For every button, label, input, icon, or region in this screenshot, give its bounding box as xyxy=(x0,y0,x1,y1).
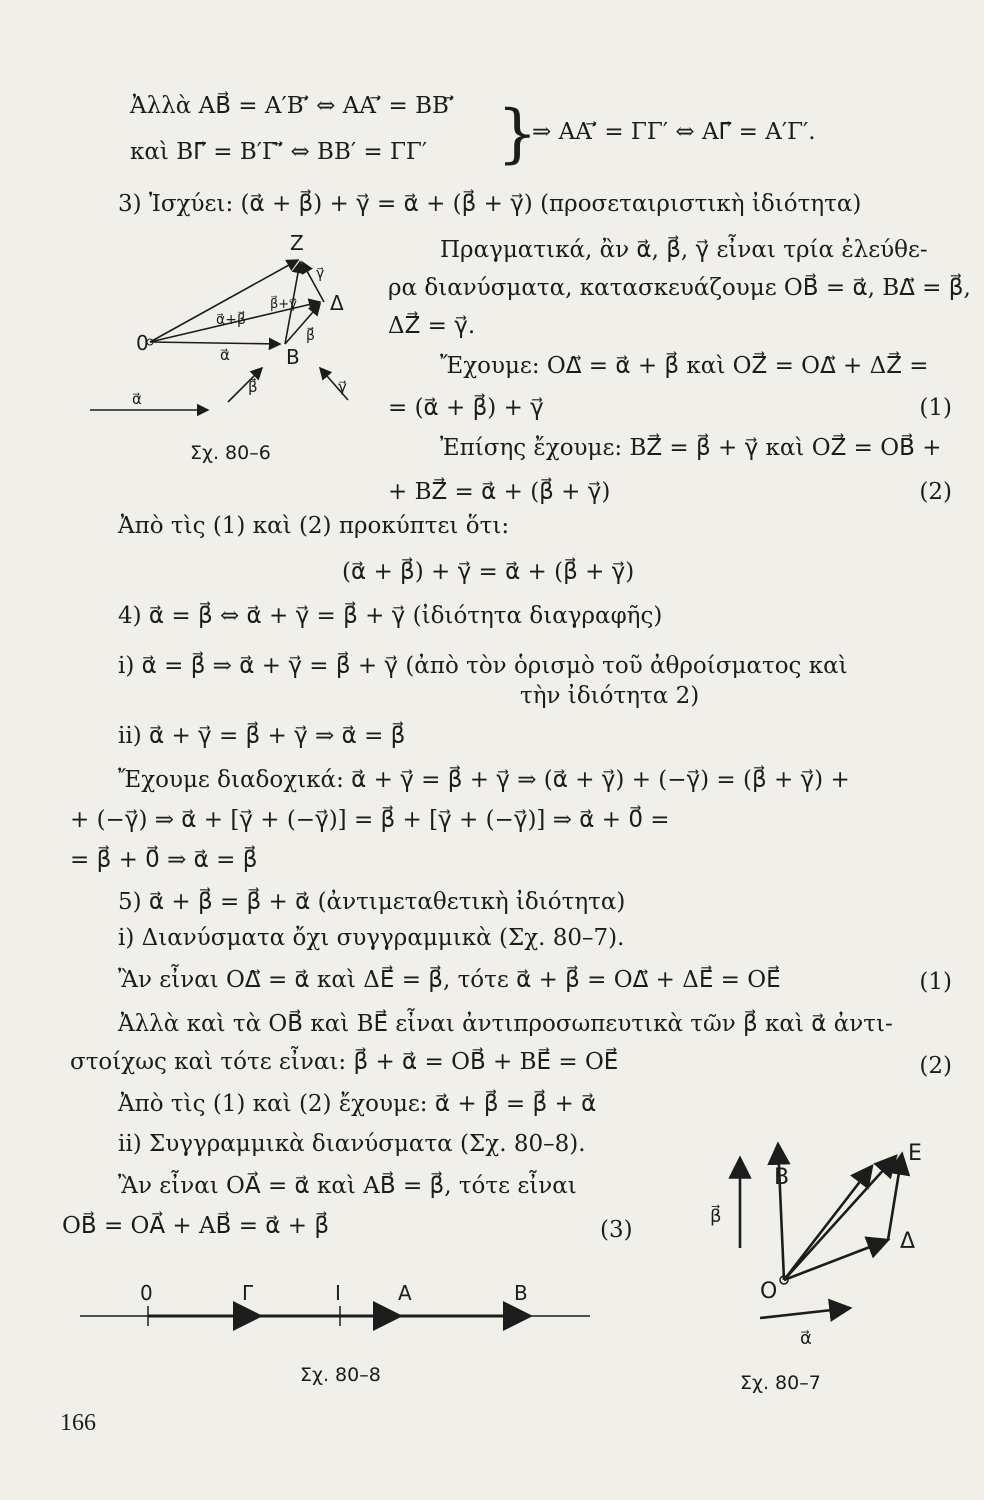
label-I: I xyxy=(335,1281,341,1305)
line-4: Πραγματικά, ἂν α⃗, β⃗, γ⃗ εἶναι τρία ἐλεύθε- xyxy=(440,237,928,263)
caption-80-7: Σχ. 80–7 xyxy=(740,1372,821,1394)
line-2: καὶ BΓ⃗ = B′Γ′⃗ ⇔ BB′ = ΓΓ′ xyxy=(130,139,428,165)
label-ab: α⃗+β⃗ xyxy=(216,312,246,328)
line-16: ii) α⃗ + γ⃗ = β⃗ + γ⃗ ⇒ α⃗ = β⃗ xyxy=(118,723,406,749)
line-8: = (α⃗ + β⃗) + γ⃗ xyxy=(388,395,544,421)
label-b2: β⃗ xyxy=(248,378,258,396)
equation-number-1b: (1) xyxy=(919,969,952,995)
equation-number-3: (3) xyxy=(600,1217,633,1243)
label-a: α⃗ xyxy=(220,346,230,364)
line-13: 4) α⃗ = β⃗ ⇔ α⃗ + γ⃗ = β⃗ + γ⃗ (ἰδιότητα διαγραφῆς) xyxy=(118,603,663,629)
label-B: B xyxy=(286,345,300,369)
line-3: 3) Ἰσχύει: (α⃗ + β⃗) + γ⃗ = α⃗ + (β⃗ + γ⃗) (προσεταιριστικὴ ἰδιότητα) xyxy=(118,191,862,217)
line-12: (α⃗ + β⃗) + γ⃗ = α⃗ + (β⃗ + γ⃗) xyxy=(342,559,635,585)
label-D: Δ xyxy=(330,291,344,315)
label-b1: β⃗ xyxy=(306,328,315,344)
line-18: + (−γ⃗) ⇒ α⃗ + [γ⃗ + (−γ⃗)] = β⃗ + [γ⃗ + (−γ⃗)] ⇒ α⃗ + 0⃗ = xyxy=(70,807,670,833)
caption-80-6: Σχ. 80–6 xyxy=(190,442,271,464)
page-number: 166 xyxy=(60,1410,96,1436)
caption-80-8: Σχ. 80–8 xyxy=(300,1364,381,1386)
label-O: 0 xyxy=(140,1281,153,1305)
label-g2: γ⃗ xyxy=(338,378,347,396)
line-14: i) α⃗ = β⃗ ⇒ α⃗ + γ⃗ = β⃗ + γ⃗ (ἀπὸ τὸν ὁρισμὸ τοῦ ἀθροίσματος καὶ xyxy=(118,653,848,679)
label-D: Δ xyxy=(900,1229,916,1254)
label-Z: Z xyxy=(290,231,304,255)
label-O: 0 xyxy=(136,331,149,355)
line-10: + BZ⃗ = α⃗ + (β⃗ + γ⃗) xyxy=(388,479,611,505)
label-B: B xyxy=(774,1165,790,1190)
line-27: Ἂν εἶναι OA⃗ = α⃗ καὶ AB⃗ = β⃗, τότε εἶναι xyxy=(118,1173,577,1199)
label-A: A xyxy=(398,1281,412,1305)
label-a: α⃗ xyxy=(800,1328,812,1349)
equation-number-2: (2) xyxy=(919,479,952,505)
figure-80-6 xyxy=(80,222,380,462)
line-23: Ἀλλὰ καὶ τὰ OB⃗ καὶ BE⃗ εἶναι ἀντιπροσωπευτικὰ τῶν β⃗ καὶ α⃗ ἀντι- xyxy=(118,1011,893,1037)
label-O: O xyxy=(760,1279,778,1304)
label-g1: γ⃗ xyxy=(316,266,325,282)
line-22: Ἂν εἶναι OΔ⃗ = α⃗ καὶ ΔE⃗ = β⃗, τότε α⃗ + β⃗ = OΔ⃗ + ΔE⃗ = OE⃗ xyxy=(118,967,781,993)
label-G: Γ xyxy=(242,1281,254,1305)
line-11: Ἀπὸ τὶς (1) καὶ (2) προκύπτει ὅτι: xyxy=(118,513,510,539)
line-2-right: ⇒ AA′⃗ = ΓΓ′ ⇔ AΓ⃗ = A′Γ′. xyxy=(532,119,816,145)
line-7: Ἔχουμε: OΔ⃗ = α⃗ + β⃗ καὶ OZ⃗ = OΔ⃗ + ΔZ⃗ = xyxy=(440,353,929,379)
line-1: Ἀλλὰ AB⃗ = A′B′⃗ ⇔ AA′⃗ = BB′⃗ xyxy=(130,93,455,119)
label-a2: α⃗ xyxy=(132,390,142,408)
line-17: Ἔχουμε διαδοχικά: α⃗ + γ⃗ = β⃗ + γ⃗ ⇒ (α⃗ + γ⃗) + (−γ⃗) = (β⃗ + γ⃗) + xyxy=(118,767,850,793)
figure-80-8 xyxy=(80,1280,600,1350)
line-24: στοίχως καὶ τότε εἶναι: β⃗ + α⃗ = OB⃗ + BE⃗ = OE⃗ xyxy=(70,1049,619,1075)
label-bg: β⃗+γ⃗ xyxy=(270,297,297,312)
label-B: B xyxy=(514,1281,528,1305)
line-15: τὴν ἰδιότητα 2) xyxy=(520,683,700,709)
line-5: ρα διανύσματα, κατασκευάζουμε OB⃗ = α⃗, BΔ⃗ = β⃗, xyxy=(388,275,971,301)
equation-number-1: (1) xyxy=(919,395,952,421)
line-28: OB⃗ = OA⃗ + AB⃗ = α⃗ + β⃗ xyxy=(62,1213,330,1239)
equation-number-2b: (2) xyxy=(919,1053,952,1079)
line-25: Ἀπὸ τὶς (1) καὶ (2) ἔχουμε: α⃗ + β⃗ = β⃗ + α⃗ xyxy=(118,1091,597,1117)
label-b: β⃗ xyxy=(710,1206,722,1227)
label-E: E xyxy=(908,1141,922,1166)
line-20: 5) α⃗ + β⃗ = β⃗ + α⃗ (ἀντιμεταθετικὴ ἰδιότητα) xyxy=(118,889,626,915)
line-21: i) Διανύσματα ὄχι συγγραμμικὰ (Σχ. 80–7). xyxy=(118,925,625,951)
right-brace: } xyxy=(497,97,538,171)
line-26: ii) Συγγραμμικὰ διανύσματα (Σχ. 80–8). xyxy=(118,1131,586,1157)
line-9: Ἐπίσης ἔχουμε: BZ⃗ = β⃗ + γ⃗ καὶ OZ⃗ = OB⃗ + xyxy=(440,435,942,461)
line-6: ΔZ⃗ = γ⃗. xyxy=(388,313,476,339)
line-19: = β⃗ + 0⃗ ⇒ α⃗ = β⃗ xyxy=(70,847,258,873)
figure-80-7 xyxy=(700,1130,950,1380)
